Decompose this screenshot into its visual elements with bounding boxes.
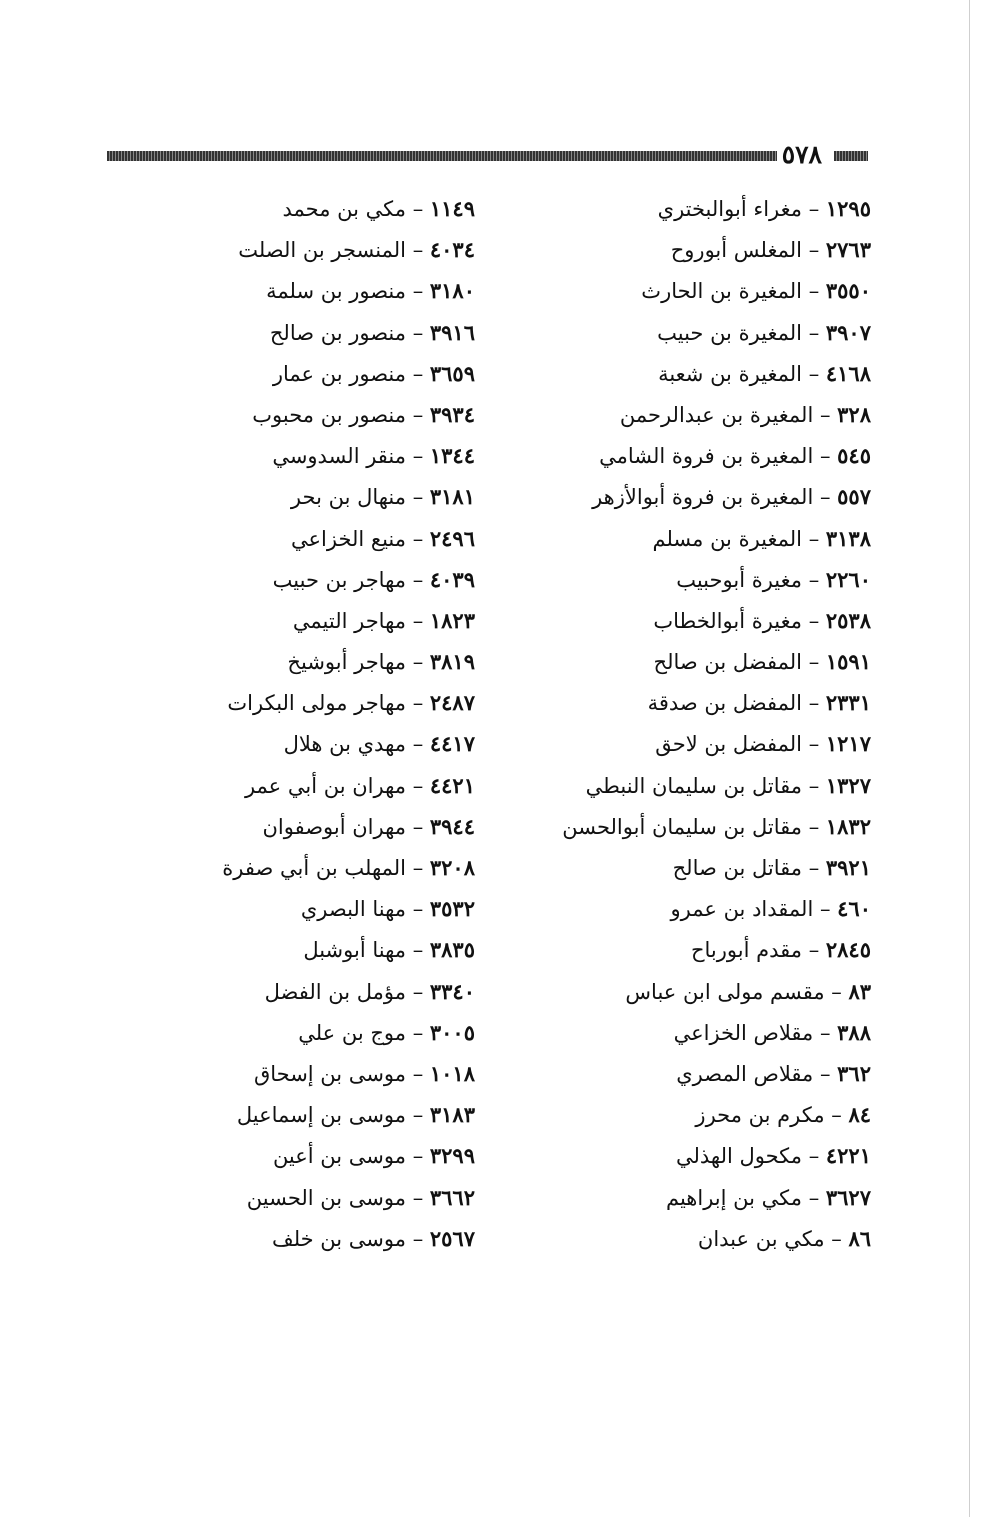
entry-name: مكي بن إبراهيم: [665, 1185, 803, 1210]
index-entry: ٣٦٥٩ – منصور بن عمار: [272, 360, 475, 386]
index-entry: ٣٠٠٥ – موج بن علي: [298, 1019, 475, 1045]
entry-number: ٢٣٣١: [825, 690, 871, 716]
index-entry: ١٣٢٧ – مقاتل بن سليمان النبطي: [585, 772, 871, 798]
entry-name: مهنا أبوشبل: [303, 938, 407, 963]
entry-number: ٣٦٦٢: [429, 1184, 475, 1210]
entry-name: المغيرة بن الحارث: [641, 279, 803, 304]
entry-name: المهلب بن أبي صفرة: [222, 856, 407, 880]
header-rule-short: [834, 151, 868, 161]
index-entry: ٢٣٣١ – المفضل بن صدقة: [647, 690, 871, 716]
entry-number: ٤٤٢١: [429, 772, 475, 798]
index-entry: ٣٦٢٧ – مكي بن إبراهيم: [665, 1184, 871, 1210]
entry-name: منقر السدوسي: [272, 444, 407, 469]
index-entry: ٤٤١٧ – مهدي بن هلال: [283, 731, 475, 757]
index-entry: ٣٦٦٢ – موسى بن الحسين: [246, 1184, 475, 1210]
entry-name: مقاتل بن سليمان أبوالحسن: [562, 814, 803, 839]
entry-name: مهاجر مولى البكرات: [227, 691, 407, 716]
entry-number: ٣٩٠٧: [825, 319, 871, 345]
entry-number: ٨٦: [848, 1225, 871, 1251]
entry-number: ٤٤١٧: [429, 731, 475, 757]
index-entry: ٤٠٣٤ – المنسجر بن الصلت: [238, 237, 475, 263]
entry-number: ٢٥٣٨: [825, 607, 871, 633]
entry-name: موج بن علي: [298, 1020, 407, 1045]
entry-number: ٨٣: [848, 978, 871, 1004]
index-entry: ١١٤٩ – مكي بن محمد: [282, 196, 475, 221]
entry-number: ٣١٨١: [429, 484, 475, 510]
entry-name: مهاجر بن حبيب: [272, 567, 407, 592]
index-entry: ٨٦ – مكي بن عبدان: [697, 1225, 871, 1251]
entry-number: ٥٥٧: [837, 484, 871, 510]
index-entry: ٨٣ – مقسم مولى ابن عباس: [625, 978, 871, 1004]
entry-number: ٤١٦٨: [825, 360, 871, 386]
entry-number: ١٢٩٥: [825, 196, 871, 221]
entry-name: موسى بن إسحاق: [253, 1061, 407, 1086]
index-entry: ٣٢٠٨ – المهلب بن أبي صفرة: [222, 855, 475, 880]
entry-number: ٤٢٢١: [825, 1143, 871, 1169]
entry-number: ٣٩٤٤: [429, 813, 475, 839]
index-entry: ١٥٩١ – المفضل بن صالح: [653, 649, 871, 675]
entry-number: ٣٩١٦: [429, 319, 475, 345]
index-entry: ٤٢٢١ – مكحول الهذلي: [675, 1143, 871, 1169]
entry-number: ١٥٩١: [825, 649, 871, 675]
entry-number: ٣٥٣٢: [429, 896, 475, 922]
entry-name: مكي بن عبدان: [697, 1226, 825, 1251]
entry-name: منيع الخزاعي: [290, 526, 407, 551]
index-entry: ٤٠٣٩ – مهاجر بن حبيب: [272, 566, 475, 592]
index-entry: ٢٧٦٣ – المغلس أبوروح: [670, 237, 871, 263]
entry-name: مغيرة أبوالخطاب: [653, 608, 803, 633]
index-entry: ١٢٩٥ – مغراء أبوالبختري: [657, 196, 871, 221]
index-entry: ٢٤٩٦ – منيع الخزاعي: [290, 525, 475, 551]
entry-name: المغلس أبوروح: [670, 238, 803, 263]
entry-number: ٨٤: [848, 1102, 871, 1128]
index-entry: ٣١٨٣ – موسى بن إسماعيل: [236, 1102, 475, 1128]
entry-name: مهنا البصري: [300, 897, 407, 922]
entry-number: ٣٢٠٨: [429, 855, 475, 880]
entry-number: ٢٤٩٦: [429, 525, 475, 551]
entry-number: ٤٦٠: [837, 896, 871, 922]
index-entry: ٣٩٠٧ – المغيرة بن حبيب: [657, 319, 871, 345]
index-entry: ١٨٣٢ – مقاتل بن سليمان أبوالحسن: [562, 813, 871, 839]
index-entry: ٢٥٦٧ – موسى بن خلف: [271, 1225, 475, 1251]
entry-number: ٣٢٩٩: [429, 1143, 475, 1169]
index-entry: ١٨٢٣ – مهاجر التيمي: [292, 607, 475, 633]
entry-name: منصور بن محبوب: [252, 402, 407, 427]
entry-number: ٣١٨٣: [429, 1102, 475, 1128]
entry-name: موسى بن أعين: [272, 1144, 407, 1169]
entry-number: ١٨٢٣: [429, 607, 475, 633]
entry-name: مغراء أبوالبختري: [657, 197, 803, 221]
entry-name: مكي بن محمد: [282, 197, 407, 221]
entry-name: المفضل بن صالح: [653, 650, 803, 675]
entry-name: مؤمل بن الفضل: [264, 979, 407, 1004]
entry-number: ٤٠٣٤: [429, 237, 475, 263]
page-number: ٥٧٨: [776, 141, 828, 169]
index-entry: ٣٢٩٩ – موسى بن أعين: [272, 1143, 475, 1169]
entry-name: المفضل بن لاحق: [655, 732, 803, 757]
entry-name: مقسم مولى ابن عباس: [625, 979, 825, 1004]
entry-name: مهدي بن هلال: [283, 732, 407, 757]
index-entry: ٣١٣٨ – المغيرة بن مسلم: [652, 525, 871, 551]
index-entry: ٣٦٢ – مقلاص المصري: [676, 1060, 871, 1086]
index-entry: ٣٣٤٠ – مؤمل بن الفضل: [264, 978, 475, 1004]
index-entry: ٨٤ – مكرم بن محرز: [695, 1102, 871, 1128]
entry-name: المغيرة بن حبيب: [657, 320, 803, 345]
index-column-left: [155, 188, 475, 1259]
index-entry: ٣٨١٩ – مهاجر أبوشيخ: [287, 649, 475, 675]
entry-number: ٢٧٦٣: [825, 237, 871, 263]
index-entry: ٣٥٥٠ – المغيرة بن الحارث: [641, 278, 871, 304]
entry-number: ١٠١٨: [429, 1060, 475, 1086]
entry-name: مقاتل بن صالح: [672, 856, 803, 880]
index-entry: ٤٤٢١ – مهران بن أبي عمر: [244, 772, 475, 798]
index-entry: ٢٥٣٨ – مغيرة أبوالخطاب: [653, 607, 871, 633]
entry-number: ٣١٨٠: [429, 278, 475, 304]
index-entry: ١٠١٨ – موسى بن إسحاق: [253, 1060, 475, 1086]
index-entry: ٣١٨٠ – منصور بن سلمة: [266, 278, 475, 304]
entry-name: مكحول الهذلي: [675, 1144, 803, 1169]
index-entry: ١٣٤٤ – منقر السدوسي: [272, 443, 475, 469]
entry-name: المنسجر بن الصلت: [238, 238, 407, 263]
index-entry: ٣٩٢١ – مقاتل بن صالح: [672, 855, 871, 880]
entry-number: ١١٤٩: [429, 196, 475, 221]
entry-name: المغيرة بن فروة أبوالأزهر: [592, 485, 814, 510]
entry-number: ٥٤٥: [837, 443, 871, 469]
entry-name: منصور بن صالح: [269, 320, 407, 345]
index-entry: ٣٨٣٥ – مهنا أبوشبل: [303, 937, 475, 963]
entry-number: ٣٩٢١: [825, 855, 871, 880]
entry-number: ١٢١٧: [825, 731, 871, 757]
index-entry: ٣٩١٦ – منصور بن صالح: [269, 319, 475, 345]
entry-name: منصور بن سلمة: [266, 279, 407, 304]
entry-name: مكرم بن محرز: [695, 1103, 825, 1128]
index-entry: ٣٥٣٢ – مهنا البصري: [300, 896, 475, 922]
entry-name: مقاتل بن سليمان النبطي: [585, 773, 803, 798]
page-edge-line: [969, 0, 970, 1517]
index-entry: ٤٦٠ – المقداد بن عمرو: [670, 896, 871, 922]
entry-number: ١٣٤٤: [429, 443, 475, 469]
entry-name: موسى بن خلف: [271, 1226, 407, 1251]
index-entry: ٣٨٨ – مقلاص الخزاعي: [673, 1019, 871, 1045]
entry-name: المغيرة بن شعبة: [658, 361, 803, 386]
header-rule-long: [107, 151, 777, 161]
entry-name: منهال بن بحر: [290, 485, 407, 510]
entry-number: ٣٢٨: [837, 401, 871, 427]
entry-name: موسى بن إسماعيل: [236, 1103, 407, 1128]
index-entry: ١٢١٧ – المفضل بن لاحق: [655, 731, 871, 757]
entry-number: ٣٨٣٥: [429, 937, 475, 963]
index-entry: ٣٢٨ – المغيرة بن عبدالرحمن: [619, 401, 871, 427]
entry-number: ٣٦٢: [837, 1060, 871, 1086]
page-header: [107, 140, 868, 169]
entry-number: ٢٥٦٧: [429, 1225, 475, 1251]
entry-number: ١٣٢٧: [825, 772, 871, 798]
entry-number: ٤٠٣٩: [429, 566, 475, 592]
entry-number: ٣٥٥٠: [825, 278, 871, 304]
entry-name: موسى بن الحسين: [246, 1185, 407, 1210]
entry-name: مقلاص المصري: [676, 1061, 814, 1086]
index-entry: ٥٥٧ – المغيرة بن فروة أبوالأزهر: [592, 484, 871, 510]
entry-name: المقداد بن عمرو: [670, 897, 814, 922]
index-entry: ٤١٦٨ – المغيرة بن شعبة: [658, 360, 871, 386]
entry-name: مقدم أبورباح: [690, 938, 803, 963]
entry-name: مهران أبوصفوان: [262, 814, 407, 839]
index-entry: ٢٤٨٧ – مهاجر مولى البكرات: [227, 690, 475, 716]
index-entry: ٢٢٦٠ – مغيرة أبوحبيب: [676, 566, 871, 592]
entry-number: ٣٨١٩: [429, 649, 475, 675]
entry-number: ٣٦٥٩: [429, 360, 475, 386]
entry-number: ٣٨٨: [837, 1019, 871, 1045]
entry-name: المغيرة بن عبدالرحمن: [619, 402, 814, 427]
entry-name: منصور بن عمار: [272, 361, 407, 386]
entry-number: ١٨٣٢: [825, 813, 871, 839]
entry-name: مهاجر أبوشيخ: [287, 650, 407, 675]
entry-number: ٢٢٦٠: [825, 566, 871, 592]
entry-name: مقلاص الخزاعي: [673, 1020, 814, 1045]
index-entry: ٢٨٤٥ – مقدم أبورباح: [690, 937, 871, 963]
entry-name: المفضل بن صدقة: [647, 691, 803, 716]
index-entry: ٣٩٣٤ – منصور بن محبوب: [252, 401, 475, 427]
entry-name: مهران بن أبي عمر: [244, 773, 407, 798]
entry-name: المغيرة بن مسلم: [652, 526, 803, 551]
entry-number: ٣٦٢٧: [825, 1184, 871, 1210]
entry-name: مغيرة أبوحبيب: [676, 567, 803, 592]
entry-name: مهاجر التيمي: [292, 608, 407, 633]
entry-number: ٣٠٠٥: [429, 1019, 475, 1045]
index-entry: ٥٤٥ – المغيرة بن فروة الشامي: [599, 443, 871, 469]
entry-number: ٣١٣٨: [825, 525, 871, 551]
entry-number: ٣٩٣٤: [429, 401, 475, 427]
entry-number: ٢٤٨٧: [429, 690, 475, 716]
entry-name: المغيرة بن فروة الشامي: [599, 444, 814, 469]
index-column-right: [551, 188, 871, 1259]
entry-number: ٢٨٤٥: [825, 937, 871, 963]
index-entry: ٣١٨١ – منهال بن بحر: [290, 484, 475, 510]
index-entry: ٣٩٤٤ – مهران أبوصفوان: [262, 813, 475, 839]
entry-number: ٣٣٤٠: [429, 978, 475, 1004]
